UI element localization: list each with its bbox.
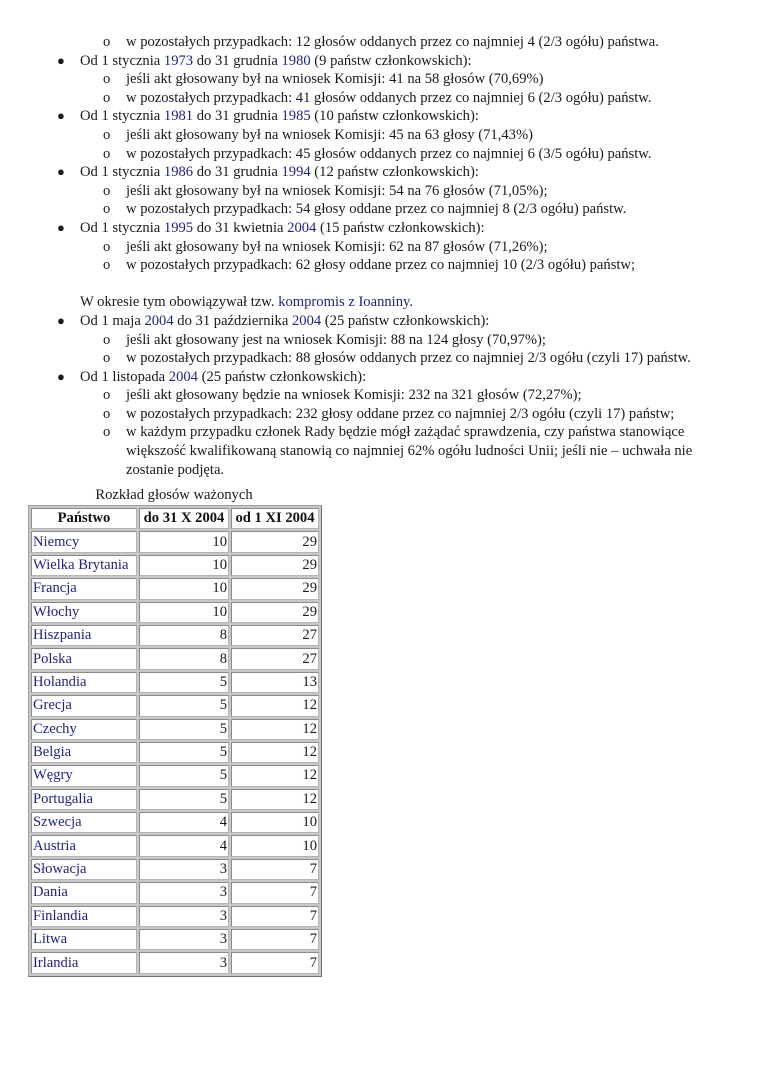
country-cell (31, 555, 137, 576)
table-row (31, 672, 319, 693)
table-row (31, 906, 319, 927)
votes-until-2004-cell: 5 (139, 789, 229, 810)
circle-bullet-icon: o (103, 145, 111, 162)
country-link[interactable]: Niemcy (33, 533, 80, 550)
circle-bullet-icon: o (103, 424, 111, 441)
votes-until-2004-cell: 10 (139, 602, 229, 623)
country-link[interactable]: Francja (33, 580, 77, 597)
country-link[interactable]: Szwecja (33, 814, 82, 831)
bullet-icon: ● (57, 164, 65, 180)
country-cell (31, 789, 137, 810)
votes-until-2004-cell: 3 (139, 952, 229, 973)
votes-until-2004-cell: 5 (139, 719, 229, 740)
votes-until-2004-cell: 4 (139, 835, 229, 856)
bullet-icon: ● (57, 52, 65, 68)
sub-list-item: o jeśli akt głosowany jest na wniosek Komisji: 88 na 124 głosy (70,97%); (103, 331, 546, 348)
sub-list-item: o w każdym przypadku członek Rady będzie mógł zażądać sprawdzenia, czy państwa stanowiące (103, 424, 685, 441)
year-link[interactable]: 1973 (163, 52, 194, 69)
country-link[interactable]: Finlandia (33, 907, 89, 924)
votes-from-2004-cell: 27 (231, 625, 319, 646)
country-cell (31, 625, 137, 646)
votes-from-2004-cell: 7 (231, 859, 319, 880)
bullet-icon: ● (57, 368, 65, 384)
country-link[interactable]: Austria (33, 837, 76, 854)
circle-bullet-icon: o (103, 257, 111, 274)
table-row (31, 789, 319, 810)
list-item-period: ● Od 1 listopada 2004 (25 państw członkowskich): (57, 368, 367, 385)
sub-list-item: o w pozostałych przypadkach: 62 głosy oddane przez co najmniej 10 (2/3 ogółu) państw; (103, 257, 636, 274)
table-row (31, 812, 319, 833)
table-row (31, 555, 319, 576)
document-body (0, 33, 760, 479)
votes-from-2004-cell: 12 (231, 742, 319, 763)
sub-list-item: o w pozostałych przypadkach: 45 głosów oddanych przez co najmniej 6 (3/5 ogółu) państw. (103, 145, 652, 162)
list-item-period: ● Od 1 stycznia 1981 do 31 grudnia 1985 (10 państw członkowskich): (57, 108, 479, 125)
sub-list-item: o jeśli akt głosowany był na wniosek Komisji: 62 na 87 głosów (71,26%); (103, 238, 548, 255)
country-link[interactable]: Holandia (33, 673, 87, 690)
table-row (31, 835, 319, 856)
country-link[interactable]: Hiszpania (33, 627, 92, 644)
country-link[interactable]: Irlandia (33, 954, 79, 971)
circle-bullet-icon: o (103, 71, 111, 88)
votes-until-2004-cell: 4 (139, 812, 229, 833)
table-row (31, 578, 319, 599)
votes-from-2004-cell: 12 (231, 695, 319, 716)
sub-list-item: o w pozostałych przypadkach: 88 głosów oddanych przez co najmniej 2/3 ogółu (czyli 17) państw. (103, 350, 691, 367)
votes-until-2004-cell: 10 (139, 555, 229, 576)
votes-from-2004-cell: 12 (231, 765, 319, 786)
year-link[interactable]: 1986 (163, 164, 194, 181)
country-link[interactable]: Włochy (33, 603, 80, 620)
country-link[interactable]: Czechy (33, 720, 77, 737)
votes-from-2004-cell: 12 (231, 789, 319, 810)
year-link[interactable]: 1981 (163, 108, 194, 125)
votes-until-2004-cell: 3 (139, 882, 229, 903)
votes-from-2004-cell: 29 (231, 531, 319, 552)
table-row (31, 882, 319, 903)
year-link[interactable]: 1985 (281, 108, 311, 125)
country-link[interactable]: Węgry (33, 767, 73, 784)
ioannina-compromise-link[interactable]: kompromis z Ioanniny (278, 294, 410, 311)
country-link[interactable]: Litwa (33, 931, 68, 948)
votes-from-2004-cell: 27 (231, 648, 319, 669)
year-link[interactable]: 1980 (281, 52, 311, 69)
circle-bullet-icon: o (103, 350, 111, 367)
votes-from-2004-cell: 12 (231, 719, 319, 740)
column-header-country: Państwo (31, 508, 137, 529)
sub-list-item: o jeśli akt głosowany był na wniosek Komisji: 41 na 58 głosów (70,69%) (103, 71, 544, 88)
country-cell (31, 602, 137, 623)
votes-until-2004-cell: 5 (139, 672, 229, 693)
year-link[interactable]: 2004 (144, 312, 174, 329)
weighted-votes-table (28, 505, 322, 977)
bullet-icon: ● (57, 108, 65, 124)
votes-from-2004-cell: 7 (231, 882, 319, 903)
circle-bullet-icon: o (103, 182, 111, 199)
sub-item-text: w pozostałych przypadkach: 12 głosów oddanych przez co najmniej 4 (2/3 ogółu) państwa. (126, 34, 659, 50)
sub-list-item: o w pozostałych przypadkach: 232 głosy oddane przez co najmniej 2/3 ogółu (czyli 17) państw; (103, 405, 675, 422)
circle-bullet-icon: o (103, 238, 111, 255)
votes-from-2004-cell: 10 (231, 812, 319, 833)
table-header-row (31, 508, 319, 529)
votes-from-2004-cell: 29 (231, 578, 319, 599)
table-row (31, 859, 319, 880)
country-cell (31, 648, 137, 669)
table-row (31, 765, 319, 786)
table-row (31, 695, 319, 716)
table-row (31, 929, 319, 950)
year-link[interactable]: 2004 (168, 368, 198, 385)
votes-until-2004-cell: 5 (139, 695, 229, 716)
list-item-period: ● Od 1 stycznia 1986 do 31 grudnia 1994 (12 państw członkowskich): (57, 164, 479, 181)
votes-from-2004-cell: 7 (231, 952, 319, 973)
table-row (31, 602, 319, 623)
sub-list-item: o w pozostałych przypadkach: 41 głosów oddanych przez co najmniej 6 (2/3 ogółu) państw. (103, 89, 652, 106)
circle-bullet-icon: o (103, 331, 111, 348)
votes-until-2004-cell: 5 (139, 742, 229, 763)
circle-bullet-icon: o (103, 405, 111, 422)
votes-from-2004-cell: 7 (231, 929, 319, 950)
table-row (31, 719, 319, 740)
bullet-icon: ● (57, 312, 65, 328)
votes-from-2004-cell: 29 (231, 555, 319, 576)
list-item-period: ● Od 1 stycznia 1973 do 31 grudnia 1980 (9 państw członkowskich): (57, 52, 472, 69)
sub-list-item (0, 33, 760, 52)
country-cell (31, 835, 137, 856)
list-item-period: ● Od 1 maja 2004 do 31 października 2004 (25 państw członkowskich): (57, 312, 490, 329)
bullet-icon: ● (57, 219, 65, 235)
country-link[interactable]: Dania (33, 884, 68, 901)
list-item-period: ● Od 1 stycznia 1995 do 31 kwietnia 2004 (15 państw członkowskich): (57, 219, 485, 236)
sub-list-item: o w pozostałych przypadkach: 54 głosy oddane przez co najmniej 8 (2/3 ogółu) państw. (103, 201, 627, 218)
ioannina-note: W okresie tym obowiązywał tzw. kompromis z Ioanniny. (80, 294, 414, 311)
country-link[interactable]: Wielka Brytania (33, 556, 129, 573)
votes-until-2004-cell: 5 (139, 765, 229, 786)
circle-bullet-icon: o (103, 34, 111, 50)
table-caption: Rozkład głosów ważonych (95, 487, 253, 503)
country-link[interactable]: Grecja (33, 697, 72, 714)
country-cell (31, 742, 137, 763)
sub-list-item-continuation: zostanie podjęta. (126, 461, 225, 478)
circle-bullet-icon: o (103, 126, 111, 143)
table-row (31, 625, 319, 646)
country-link[interactable]: Belgia (33, 744, 72, 761)
country-cell (31, 906, 137, 927)
country-cell (31, 578, 137, 599)
year-link[interactable]: 1994 (281, 164, 311, 181)
sub-list-item: o jeśli akt głosowany będzie na wniosek Komisji: 232 na 321 głosów (72,27%); (103, 387, 582, 404)
country-cell (31, 719, 137, 740)
country-cell (31, 765, 137, 786)
country-cell (31, 695, 137, 716)
circle-bullet-icon: o (103, 201, 111, 218)
year-link[interactable]: 2004 (291, 312, 322, 329)
votes-from-2004-cell: 29 (231, 602, 319, 623)
sub-list-item: o jeśli akt głosowany był na wniosek Komisji: 45 na 63 głosy (71,43%) (103, 126, 533, 143)
votes-until-2004-cell: 8 (139, 648, 229, 669)
country-link[interactable]: Słowacja (33, 861, 87, 878)
votes-until-2004-cell: 3 (139, 859, 229, 880)
column-header-from-2004: od 1 XI 2004 (231, 508, 319, 529)
circle-bullet-icon: o (103, 89, 111, 106)
votes-from-2004-cell: 7 (231, 906, 319, 927)
year-link[interactable]: 2004 (287, 219, 317, 236)
country-cell (31, 952, 137, 973)
country-link[interactable]: Portugalia (33, 790, 93, 807)
year-link[interactable]: 1995 (163, 219, 194, 236)
table-row (31, 952, 319, 973)
votes-from-2004-cell: 10 (231, 835, 319, 856)
sub-list-item-continuation: większość kwalifikowaną stanowią co najmniej 62% ogółu ludności Unii; jeśli nie – uchwała nie (126, 443, 693, 460)
votes-from-2004-cell: 13 (231, 672, 319, 693)
votes-until-2004-cell: 3 (139, 906, 229, 927)
circle-bullet-icon: o (103, 387, 111, 404)
country-cell (31, 859, 137, 880)
country-link[interactable]: Polska (33, 650, 72, 667)
country-cell (31, 672, 137, 693)
table-row (31, 742, 319, 763)
country-cell (31, 812, 137, 833)
votes-until-2004-cell: 10 (139, 578, 229, 599)
votes-until-2004-cell: 3 (139, 929, 229, 950)
table-row (31, 648, 319, 669)
votes-until-2004-cell: 8 (139, 625, 229, 646)
column-header-until-2004: do 31 X 2004 (139, 508, 229, 529)
country-cell (31, 531, 137, 552)
country-cell (31, 929, 137, 950)
table-row (31, 531, 319, 552)
votes-until-2004-cell: 10 (139, 531, 229, 552)
country-cell (31, 882, 137, 903)
sub-list-item: o jeśli akt głosowany był na wniosek Komisji: 54 na 76 głosów (71,05%); (103, 182, 548, 199)
